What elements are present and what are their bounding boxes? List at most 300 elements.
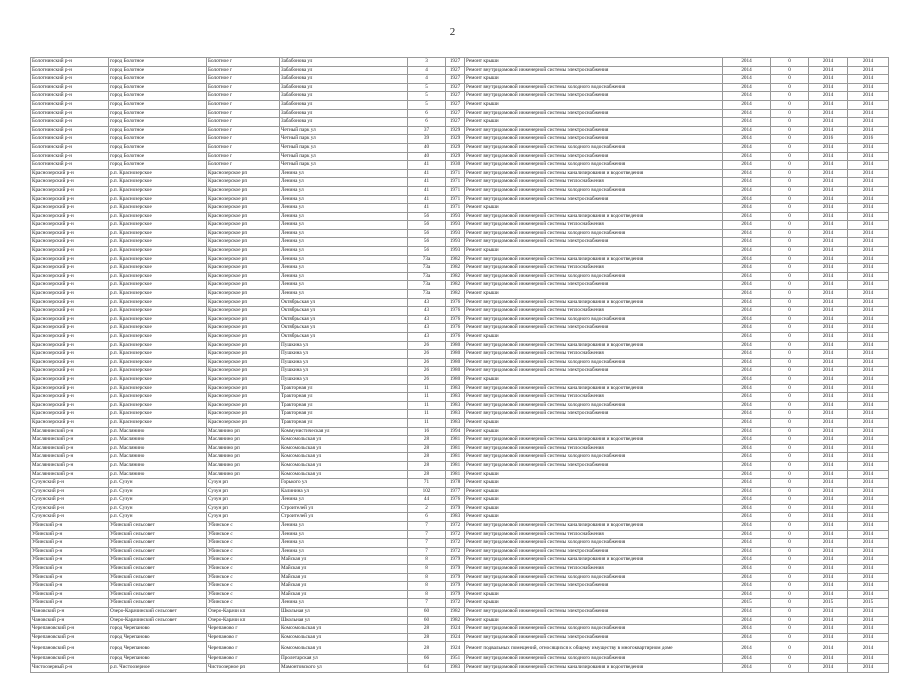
year-from-cell: 2014: [809, 410, 848, 419]
municipality-cell: Маслянинский р-н: [31, 444, 109, 453]
house-cell: 71: [408, 479, 446, 488]
work-cell: Ремонт крыши: [465, 504, 723, 513]
house-cell: 43: [408, 307, 446, 316]
year-cell: 1993: [446, 221, 465, 230]
year-from-cell: 2014: [809, 504, 848, 513]
street-cell: Пушкина ул: [280, 375, 408, 384]
settlement-cell: город Болотное: [109, 126, 207, 135]
municipality-cell: Болотнинский р-н: [31, 92, 109, 101]
street-cell: Октябрьская ул: [280, 315, 408, 324]
municipality-cell: Сузунский р-н: [31, 513, 109, 522]
year-cell: 1971: [446, 195, 465, 204]
municipality-cell: Краснозерский р-н: [31, 393, 109, 402]
municipality-cell: Краснозерский р-н: [31, 169, 109, 178]
table-row: [31, 633, 889, 642]
street-cell: Ленина ул: [280, 195, 408, 204]
house-cell: 102: [408, 487, 446, 496]
year-from-cell: 2014: [809, 221, 848, 230]
settlement-cell: Убинский сельсовет: [109, 565, 207, 574]
year-from-cell: 2014: [809, 513, 848, 522]
settlement-cell: р.п. Краснозерское: [109, 247, 207, 256]
year-to-cell: 2014: [848, 633, 889, 642]
settlement-cell: Убинский сельсовет: [109, 547, 207, 556]
plan-year-cell: 2014: [723, 324, 771, 333]
year-from-cell: 2014: [809, 470, 848, 479]
work-cell: Ремонт крыши: [465, 204, 723, 213]
municipality-cell: Краснозерский р-н: [31, 375, 109, 384]
cost-cell: 0: [771, 496, 809, 505]
house-cell: 28: [408, 461, 446, 470]
house-cell: 40: [408, 152, 446, 161]
cost-cell: 0: [771, 470, 809, 479]
street-cell: Ленина ул: [280, 247, 408, 256]
municipality-cell: Краснозерский р-н: [31, 238, 109, 247]
municipality-cell: Убинский р-н: [31, 530, 109, 539]
locality-cell: Краснозерское рп: [207, 264, 280, 273]
work-cell: Ремонт внутридомовой инженерной системы электроснабжения: [465, 126, 723, 135]
house-cell: 7: [408, 530, 446, 539]
locality-cell: Болотное г: [207, 118, 280, 127]
cost-cell: 0: [771, 290, 809, 299]
municipality-cell: Болотнинский р-н: [31, 152, 109, 161]
table-row: [31, 178, 889, 187]
year-from-cell: 2014: [809, 444, 848, 453]
settlement-cell: р.п. Краснозерское: [109, 169, 207, 178]
settlement-cell: Убинский сельсовет: [109, 573, 207, 582]
table-row: [31, 238, 889, 247]
plan-year-cell: 2014: [723, 504, 771, 513]
settlement-cell: город Черепаново: [109, 642, 207, 655]
house-cell: 73а: [408, 272, 446, 281]
table-row: [31, 58, 889, 67]
municipality-cell: Болотнинский р-н: [31, 58, 109, 67]
year-cell: 1971: [446, 169, 465, 178]
municipality-cell: Болотнинский р-н: [31, 66, 109, 75]
year-cell: 1982: [446, 616, 465, 625]
year-to-cell: 2014: [848, 590, 889, 599]
year-cell: 1980: [446, 341, 465, 350]
settlement-cell: р.п. Краснозерское: [109, 290, 207, 299]
year-cell: 1979: [446, 556, 465, 565]
table-row: [31, 92, 889, 101]
table-row: [31, 655, 889, 664]
year-to-cell: 2014: [848, 522, 889, 531]
year-to-cell: 2014: [848, 367, 889, 376]
locality-cell: Сузун рп: [207, 479, 280, 488]
street-cell: Тракторная ул: [280, 384, 408, 393]
year-to-cell: 2014: [848, 324, 889, 333]
work-cell: Ремонт внутридомовой инженерной системы холодного водоснабжения: [465, 358, 723, 367]
house-cell: 56: [408, 212, 446, 221]
settlement-cell: р.п. Сузун: [109, 496, 207, 505]
table-row: [31, 479, 889, 488]
plan-year-cell: 2014: [723, 461, 771, 470]
plan-year-cell: 2014: [723, 565, 771, 574]
street-cell: Забабонова ул: [280, 58, 408, 67]
street-cell: Ленина ул: [280, 238, 408, 247]
locality-cell: Болотное г: [207, 126, 280, 135]
settlement-cell: р.п. Краснозерское: [109, 186, 207, 195]
work-cell: Ремонт внутридомовой инженерной системы электроснабжения: [465, 547, 723, 556]
year-from-cell: 2014: [809, 582, 848, 591]
work-cell: Ремонт внутридомовой инженерной системы канализирования и водоотведения: [465, 169, 723, 178]
work-cell: Ремонт внутридомовой инженерной системы электроснабжения: [465, 461, 723, 470]
work-cell: Ремонт внутридомовой инженерной системы теплоснабжения: [465, 393, 723, 402]
table-row: [31, 75, 889, 84]
plan-year-cell: 2014: [723, 608, 771, 617]
year-cell: 1979: [446, 504, 465, 513]
municipality-cell: Сузунский р-н: [31, 496, 109, 505]
year-from-cell: 2014: [809, 178, 848, 187]
house-cell: 41: [408, 204, 446, 213]
table-row: [31, 608, 889, 617]
cost-cell: 0: [771, 530, 809, 539]
settlement-cell: город Болотное: [109, 66, 207, 75]
work-cell: Ремонт внутридомовой инженерной системы электроснабжения: [465, 633, 723, 642]
settlement-cell: Убинский сельсовет: [109, 582, 207, 591]
year-from-cell: 2014: [809, 608, 848, 617]
year-cell: 1929: [446, 143, 465, 152]
plan-year-cell: 2014: [723, 307, 771, 316]
year-to-cell: 2016: [848, 135, 889, 144]
municipality-cell: Сузунский р-н: [31, 479, 109, 488]
cost-cell: 0: [771, 58, 809, 67]
year-cell: 1971: [446, 186, 465, 195]
cost-cell: 0: [771, 616, 809, 625]
locality-cell: Сузун рп: [207, 487, 280, 496]
year-cell: 1927: [446, 66, 465, 75]
plan-year-cell: 2014: [723, 487, 771, 496]
table-row: [31, 229, 889, 238]
settlement-cell: р.п. Краснозерское: [109, 298, 207, 307]
year-cell: 1929: [446, 135, 465, 144]
cost-cell: 0: [771, 625, 809, 634]
locality-cell: Краснозерское рп: [207, 204, 280, 213]
work-cell: Ремонт внутридомовой инженерной системы электроснабжения: [465, 281, 723, 290]
house-cell: 8: [408, 573, 446, 582]
locality-cell: Болотное г: [207, 100, 280, 109]
cost-cell: 0: [771, 186, 809, 195]
year-to-cell: 2014: [848, 608, 889, 617]
work-cell: Ремонт внутридомовой инженерной системы электроснабжения: [465, 195, 723, 204]
year-to-cell: 2014: [848, 255, 889, 264]
year-to-cell: 2014: [848, 126, 889, 135]
work-cell: Ремонт внутридомовой инженерной системы электроснабжения: [465, 92, 723, 101]
street-cell: Ленина ул: [280, 281, 408, 290]
table-row: [31, 272, 889, 281]
year-to-cell: 2014: [848, 178, 889, 187]
settlement-cell: р.п. Краснозерское: [109, 410, 207, 419]
year-cell: 1977: [446, 487, 465, 496]
year-to-cell: 2014: [848, 625, 889, 634]
municipality-cell: Болотнинский р-н: [31, 118, 109, 127]
year-from-cell: 2014: [809, 290, 848, 299]
street-cell: Майская ул: [280, 565, 408, 574]
street-cell: Ленина ул: [280, 290, 408, 299]
year-from-cell: 2014: [809, 315, 848, 324]
municipality-cell: Черепановский р-н: [31, 633, 109, 642]
table-row: [31, 212, 889, 221]
municipality-cell: Маслянинский р-н: [31, 470, 109, 479]
municipality-cell: Чановский р-н: [31, 608, 109, 617]
municipality-cell: Убинский р-н: [31, 556, 109, 565]
locality-cell: Убинское с: [207, 590, 280, 599]
house-cell: 8: [408, 556, 446, 565]
street-cell: Ленина ул: [280, 186, 408, 195]
table-row: [31, 135, 889, 144]
cost-cell: 0: [771, 152, 809, 161]
year-from-cell: 2014: [809, 143, 848, 152]
year-from-cell: 2014: [809, 642, 848, 655]
plan-year-cell: 2014: [723, 186, 771, 195]
table-row: [31, 453, 889, 462]
street-cell: Тракторная ул: [280, 401, 408, 410]
settlement-cell: р.п. Сузун: [109, 487, 207, 496]
plan-year-cell: 2014: [723, 547, 771, 556]
table-row: [31, 290, 889, 299]
settlement-cell: город Болотное: [109, 83, 207, 92]
cost-cell: 0: [771, 393, 809, 402]
year-cell: 1981: [446, 461, 465, 470]
municipality-cell: Краснозерский р-н: [31, 212, 109, 221]
work-cell: Ремонт крыши: [465, 427, 723, 436]
cost-cell: 0: [771, 109, 809, 118]
street-cell: Ленина ул: [280, 178, 408, 187]
municipality-cell: Краснозерский р-н: [31, 333, 109, 342]
year-to-cell: 2014: [848, 169, 889, 178]
settlement-cell: р.п. Краснозерское: [109, 358, 207, 367]
street-cell: Ленина ул: [280, 539, 408, 548]
house-cell: 41: [408, 186, 446, 195]
year-cell: 1979: [446, 590, 465, 599]
house-cell: 56: [408, 229, 446, 238]
cost-cell: 0: [771, 608, 809, 617]
settlement-cell: р.п. Краснозерское: [109, 324, 207, 333]
year-from-cell: 2014: [809, 255, 848, 264]
municipality-cell: Черепановский р-н: [31, 655, 109, 664]
plan-year-cell: 2014: [723, 204, 771, 213]
locality-cell: Убинское с: [207, 573, 280, 582]
plan-year-cell: 2014: [723, 522, 771, 531]
cost-cell: 0: [771, 324, 809, 333]
locality-cell: Краснозерское рп: [207, 418, 280, 427]
settlement-cell: р.п. Маслянино: [109, 444, 207, 453]
work-cell: Ремонт крыши: [465, 247, 723, 256]
house-cell: 66: [408, 655, 446, 664]
year-from-cell: 2014: [809, 367, 848, 376]
house-cell: 3: [408, 58, 446, 67]
year-from-cell: 2014: [809, 401, 848, 410]
year-cell: 1972: [446, 547, 465, 556]
work-cell: Ремонт внутридомовой инженерной системы холодного водоснабжения: [465, 573, 723, 582]
plan-year-cell: 2014: [723, 255, 771, 264]
house-cell: 4: [408, 75, 446, 84]
cost-cell: 0: [771, 367, 809, 376]
house-cell: 41: [408, 161, 446, 170]
house-cell: 11: [408, 418, 446, 427]
year-from-cell: 2014: [809, 547, 848, 556]
municipality-cell: Маслянинский р-н: [31, 461, 109, 470]
table-row: [31, 161, 889, 170]
house-cell: 73а: [408, 255, 446, 264]
year-cell: 1994: [446, 427, 465, 436]
settlement-cell: р.п. Маслянино: [109, 436, 207, 445]
municipality-cell: Болотнинский р-н: [31, 143, 109, 152]
cost-cell: 0: [771, 556, 809, 565]
house-cell: 41: [408, 195, 446, 204]
settlement-cell: р.п. Краснозерское: [109, 333, 207, 342]
house-cell: 6: [408, 513, 446, 522]
table-row: [31, 487, 889, 496]
table-row: [31, 195, 889, 204]
plan-year-cell: 2014: [723, 401, 771, 410]
cost-cell: 0: [771, 255, 809, 264]
locality-cell: Убинское с: [207, 530, 280, 539]
street-cell: Комсомольская ул: [280, 453, 408, 462]
municipality-cell: Краснозерский р-н: [31, 298, 109, 307]
locality-cell: Краснозерское рп: [207, 186, 280, 195]
year-to-cell: 2014: [848, 427, 889, 436]
year-cell: 1930: [446, 161, 465, 170]
cost-cell: 0: [771, 341, 809, 350]
work-cell: Ремонт внутридомовой инженерной системы электроснабжения: [465, 66, 723, 75]
work-cell: Ремонт крыши: [465, 590, 723, 599]
locality-cell: Краснозерское рп: [207, 341, 280, 350]
plan-year-cell: 2014: [723, 75, 771, 84]
work-cell: Ремонт внутридомовой инженерной системы канализирования и водоотведения: [465, 212, 723, 221]
year-from-cell: 2014: [809, 118, 848, 127]
cost-cell: 0: [771, 66, 809, 75]
settlement-cell: р.п. Чистоозерное: [109, 663, 207, 672]
year-to-cell: 2014: [848, 58, 889, 67]
year-cell: 1976: [446, 324, 465, 333]
settlement-cell: р.п. Краснозерское: [109, 204, 207, 213]
year-to-cell: 2014: [848, 315, 889, 324]
house-cell: 56: [408, 247, 446, 256]
street-cell: Ленина ул: [280, 264, 408, 273]
plan-year-cell: 2014: [723, 178, 771, 187]
year-cell: 1971: [446, 204, 465, 213]
year-to-cell: 2014: [848, 272, 889, 281]
year-cell: 1929: [446, 152, 465, 161]
house-cell: 56: [408, 238, 446, 247]
year-cell: 1981: [446, 444, 465, 453]
settlement-cell: город Черепаново: [109, 625, 207, 634]
cost-cell: 0: [771, 281, 809, 290]
house-cell: 8: [408, 590, 446, 599]
year-from-cell: 2014: [809, 522, 848, 531]
municipality-cell: Маслянинский р-н: [31, 453, 109, 462]
cost-cell: 0: [771, 229, 809, 238]
work-cell: Ремонт внутридомовой инженерной системы холодного водоснабжения: [465, 315, 723, 324]
table-row: [31, 83, 889, 92]
work-cell: Ремонт крыши: [465, 479, 723, 488]
plan-year-cell: 2014: [723, 530, 771, 539]
table-row: [31, 100, 889, 109]
year-to-cell: 2014: [848, 410, 889, 419]
table-row: [31, 444, 889, 453]
house-cell: 11: [408, 410, 446, 419]
settlement-cell: город Болотное: [109, 58, 207, 67]
year-from-cell: 2014: [809, 341, 848, 350]
locality-cell: Краснозерское рп: [207, 281, 280, 290]
year-from-cell: 2014: [809, 186, 848, 195]
cost-cell: 0: [771, 298, 809, 307]
plan-year-cell: 2014: [723, 453, 771, 462]
settlement-cell: Убинский сельсовет: [109, 530, 207, 539]
work-cell: Ремонт внутридомовой инженерной системы теплоснабжения: [465, 221, 723, 230]
year-from-cell: 2014: [809, 264, 848, 273]
house-cell: 28: [408, 642, 446, 655]
year-to-cell: 2014: [848, 655, 889, 664]
year-cell: 1979: [446, 573, 465, 582]
year-to-cell: 2014: [848, 479, 889, 488]
locality-cell: Сузун рп: [207, 513, 280, 522]
plan-year-cell: 2014: [723, 427, 771, 436]
settlement-cell: город Болотное: [109, 109, 207, 118]
cost-cell: 0: [771, 195, 809, 204]
house-cell: 73а: [408, 281, 446, 290]
street-cell: Майская ул: [280, 582, 408, 591]
plan-year-cell: 2014: [723, 247, 771, 256]
street-cell: Тракторная ул: [280, 418, 408, 427]
plan-year-cell: 2014: [723, 436, 771, 445]
table-row: [31, 169, 889, 178]
settlement-cell: р.п. Краснозерское: [109, 418, 207, 427]
house-cell: 28: [408, 633, 446, 642]
house-cell: 28: [408, 453, 446, 462]
year-to-cell: 2014: [848, 290, 889, 299]
house-cell: 2: [408, 504, 446, 513]
locality-cell: Болотное г: [207, 161, 280, 170]
street-cell: Ленина ул: [280, 221, 408, 230]
year-to-cell: 2014: [848, 530, 889, 539]
locality-cell: Краснозерское рп: [207, 333, 280, 342]
year-from-cell: 2014: [809, 358, 848, 367]
street-cell: Четный парк ул: [280, 152, 408, 161]
plan-year-cell: 2014: [723, 573, 771, 582]
street-cell: Ленина ул: [280, 496, 408, 505]
work-cell: Ремонт внутридомовой инженерной системы холодного водоснабжения: [465, 625, 723, 634]
cost-cell: 0: [771, 436, 809, 445]
plan-year-cell: 2014: [723, 135, 771, 144]
work-cell: Ремонт внутридомовой инженерной системы электроснабжения: [465, 582, 723, 591]
table-row: [31, 118, 889, 127]
municipality-cell: Сузунский р-н: [31, 487, 109, 496]
year-to-cell: 2014: [848, 496, 889, 505]
settlement-cell: р.п. Сузун: [109, 513, 207, 522]
year-from-cell: 2014: [809, 298, 848, 307]
work-cell: Ремонт внутридомовой инженерной системы теплоснабжения: [465, 264, 723, 273]
locality-cell: Убинское с: [207, 539, 280, 548]
plan-year-cell: 2014: [723, 109, 771, 118]
work-cell: Ремонт внутридомовой инженерной системы электроснабжения: [465, 135, 723, 144]
year-from-cell: 2014: [809, 204, 848, 213]
street-cell: Забабонова ул: [280, 100, 408, 109]
year-to-cell: 2014: [848, 642, 889, 655]
locality-cell: Краснозерское рп: [207, 307, 280, 316]
cost-cell: 0: [771, 333, 809, 342]
street-cell: Мамонтовского ул: [280, 663, 408, 672]
house-cell: 26: [408, 375, 446, 384]
settlement-cell: р.п. Краснозерское: [109, 367, 207, 376]
locality-cell: Убинское с: [207, 522, 280, 531]
street-cell: Горького ул: [280, 479, 408, 488]
year-cell: 1983: [446, 393, 465, 402]
work-cell: Ремонт внутридомовой инженерной системы холодного водоснабжения: [465, 143, 723, 152]
table-row: [31, 436, 889, 445]
table-row: [31, 470, 889, 479]
